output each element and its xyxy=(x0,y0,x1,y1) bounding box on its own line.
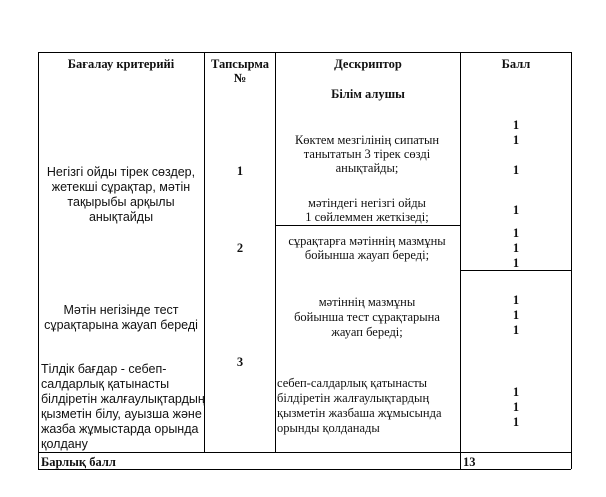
descriptor-4-line-3: жауап береді; xyxy=(331,325,403,339)
score-group-5 xyxy=(505,293,527,338)
descriptor-4-line-2: бойынша тест сұрақтарына xyxy=(294,310,440,324)
criterion-2-line-2: сұрақтарына жауап береді xyxy=(44,318,198,332)
header-task: Тапсырма xyxy=(210,57,270,71)
criterion-3-line-1: Тілдік бағдар - себеп- xyxy=(41,362,167,376)
criterion-3-line-3: білдіретін жалғаулықтардың xyxy=(41,392,205,406)
task-1-number: 1 xyxy=(236,164,244,178)
descriptor-2-line-2: 1 сөйлеммен жеткізеді; xyxy=(305,210,429,224)
header-criterion: Бағалау критерийі xyxy=(67,57,175,71)
task-3-number: 3 xyxy=(236,355,244,369)
header-task-number: № xyxy=(233,71,247,85)
score-value: 1 xyxy=(512,323,520,337)
score-value: 1 xyxy=(512,400,520,414)
score-value: 1 xyxy=(512,118,520,132)
score-group-2 xyxy=(505,163,527,178)
descriptor-1-line-1: Көктем мезгілінің сипатын xyxy=(294,133,440,147)
score-group-3 xyxy=(505,203,527,218)
descriptor-3-line-1: сұрақтарға мәтіннің мазмұны xyxy=(288,234,446,248)
header-score: Балл xyxy=(501,57,531,71)
criterion-1-line-4: анықтайды xyxy=(88,210,154,224)
task-2-number: 2 xyxy=(236,241,244,255)
descriptor-5-line-4: орынды қолданады xyxy=(277,421,380,435)
descriptor-2-line-1: мәтіндегі негізгі ойды xyxy=(308,196,426,210)
total-row-top-border xyxy=(38,452,571,453)
score-group-6 xyxy=(505,385,527,430)
score-value: 1 xyxy=(512,241,520,255)
criterion-1-line-3: тақырыбы арқылы xyxy=(67,195,175,209)
total-value: 13 xyxy=(463,455,476,469)
score-value: 1 xyxy=(512,163,520,177)
column-divider-2 xyxy=(275,52,276,452)
total-label: Барлық балл xyxy=(41,455,116,469)
score-value: 1 xyxy=(512,415,520,429)
criterion-3-line-2: салдарлық қатынасты xyxy=(41,377,170,391)
score-group-4 xyxy=(505,226,527,271)
criterion-1-line-2: жетекші сұрақтар, мәтін xyxy=(51,180,191,194)
table-left-border xyxy=(38,52,39,469)
table-right-border xyxy=(571,52,572,469)
score-value: 1 xyxy=(512,385,520,399)
descriptor-5-line-2: білдіретін жалғаулықтардың xyxy=(277,391,430,405)
table-bottom-border xyxy=(38,469,571,470)
score-value: 1 xyxy=(512,133,520,147)
score-value: 1 xyxy=(512,226,520,240)
descriptor-5-line-3: қызметін жазбаша жұмысында xyxy=(277,406,442,420)
descriptor-4-line-1: мәтіннің мазмұны xyxy=(318,295,416,309)
column-divider-3 xyxy=(460,52,461,469)
criterion-3-line-5: жазба жұмыстарда орында xyxy=(41,422,199,436)
descriptor-1-line-3: анықтайды; xyxy=(335,161,399,175)
score-group-1 xyxy=(505,118,527,148)
descriptor-3-line-2: бойынша жауап береді; xyxy=(304,248,430,262)
criterion-3-line-4: қызметін білу, ауызша және xyxy=(41,407,202,421)
header-descriptor: Дескриптор xyxy=(334,57,402,71)
criterion-3-line-6: қолдану xyxy=(41,437,88,451)
descriptor-divider xyxy=(275,225,461,226)
header-descriptor-sub: Білім алушы xyxy=(331,87,405,101)
score-value: 1 xyxy=(512,308,520,322)
score-value: 1 xyxy=(512,293,520,307)
criterion-1-line-1: Негізгі ойды тірек сөздер, xyxy=(46,165,196,179)
score-value: 1 xyxy=(512,203,520,217)
criterion-2-line-1: Мәтін негізінде тест xyxy=(63,303,179,317)
descriptor-5-line-1: себеп-салдарлық қатынасты xyxy=(277,376,428,390)
score-value: 1 xyxy=(512,256,520,270)
descriptor-1-line-2: танытатын 3 тірек сөзді xyxy=(303,147,431,161)
table-top-border xyxy=(38,52,571,53)
